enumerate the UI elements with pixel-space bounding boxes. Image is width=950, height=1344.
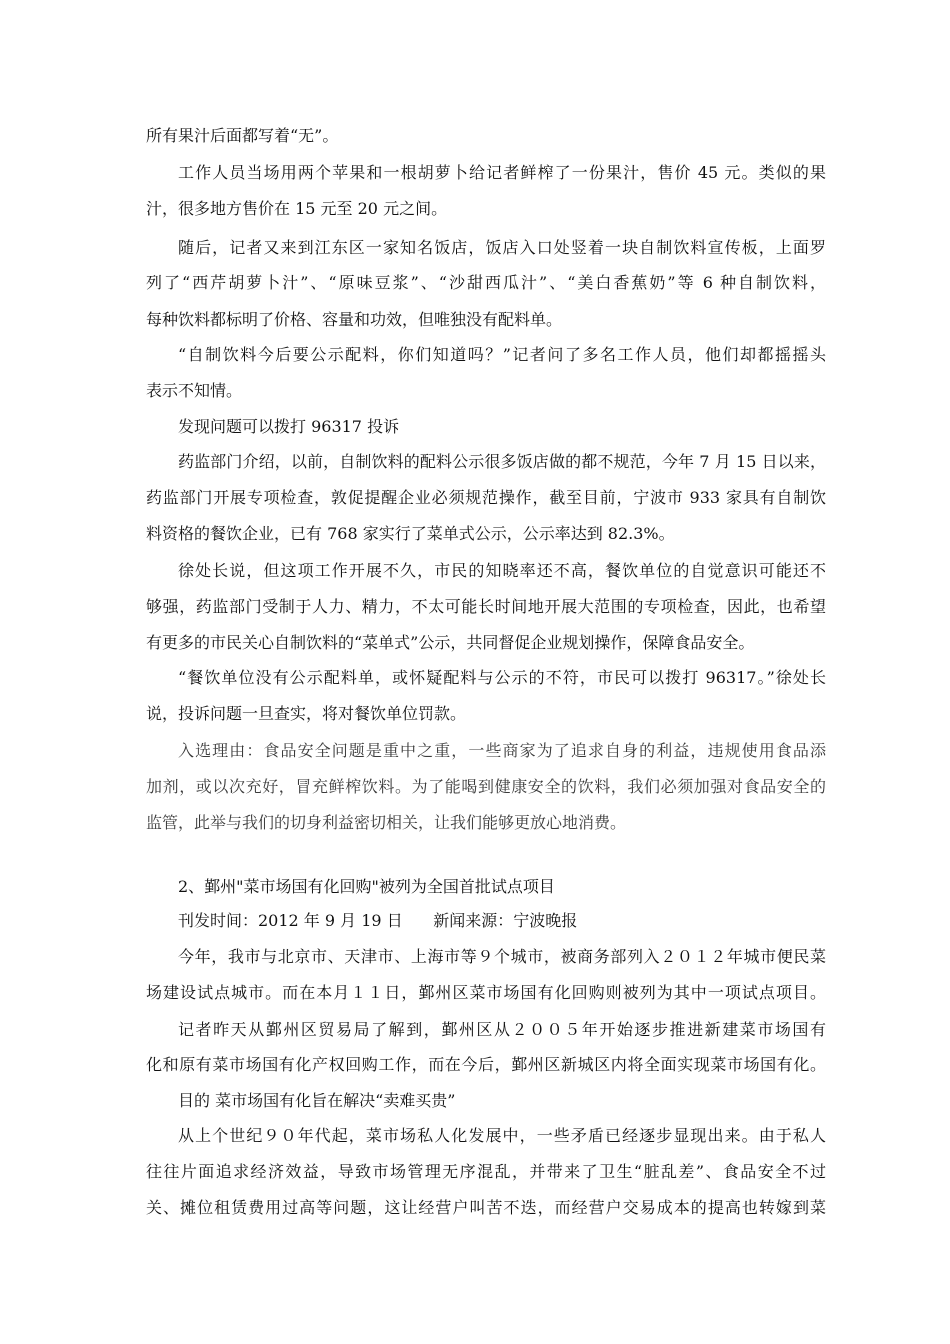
text-line: 汁，很多地方售价在 15 元至 20 元之间。 xyxy=(146,199,448,218)
text-line: “自制饮料今后要公示配料，你们知道吗？”记者问了多名工作人员，他们却都摇摇头 xyxy=(178,345,826,364)
text-line: 记者昨天从鄞州区贸易局了解到，鄞州区从２００５年开始逐步推进新建菜市场国有 xyxy=(178,1020,826,1039)
text-line: 料资格的餐饮企业，已有 768 家实行了菜单式公示，公示率达到 82.3%。 xyxy=(146,524,675,543)
article-title: 2、鄞州"菜市场国有化回购"被列为全国首批试点项目 xyxy=(178,877,555,896)
text-line: 有更多的市民关心自制饮料的“菜单式”公示，共同督促企业规划操作，保障食品安全。 xyxy=(146,633,755,652)
text-line: 徐处长说，但这项工作开展不久，市民的知晓率还不高，餐饮单位的自觉意识可能还不 xyxy=(178,561,826,580)
text-line: 随后，记者又来到江东区一家知名饭店，饭店入口处竖着一块自制饮料宣传板，上面罗 xyxy=(178,238,826,257)
text-line: 药监部门介绍，以前，自制饮料的配料公示很多饭店做的都不规范，今年 7 月 15 日以来， xyxy=(178,452,826,471)
text-line: 每种饮料都标明了价格、容量和功效，但唯独没有配料单。 xyxy=(146,310,563,329)
article-meta: 刊发时间：2012 年 9 月 19 日 新闻来源：宁波晚报 xyxy=(178,911,578,930)
text-line: 表示不知情。 xyxy=(146,381,243,400)
text-line: 入选理由：食品安全问题是重中之重，一些商家为了追求自身的利益，违规使用食品添 xyxy=(178,741,826,760)
text-line: 从上个世纪９０年代起，菜市场私人化发展中，一些矛盾已经逐步显现出来。由于私人 xyxy=(178,1126,826,1145)
text-line: 关、摊位租赁费用过高等问题，这让经营户叫苦不迭，而经营户交易成本的提高也转嫁到菜 xyxy=(146,1198,826,1217)
text-line: 工作人员当场用两个苹果和一根胡萝卜给记者鲜榨了一份果汁，售价 45 元。类似的果 xyxy=(178,163,826,182)
text-line: 场建设试点城市。而在本月１１日，鄞州区菜市场国有化回购则被列为其中一项试点项目。 xyxy=(146,983,826,1002)
text-line: 监管，此举与我们的切身利益密切相关，让我们能够更放心地消费。 xyxy=(146,813,627,832)
text-line: 够强，药监部门受制于人力、精力，不太可能长时间地开展大范围的专项检查，因此，也希望 xyxy=(146,597,826,616)
text-line: “餐饮单位没有公示配料单，或怀疑配料与公示的不符，市民可以拨打 96317。”徐处长 xyxy=(178,668,826,687)
text-line: 药监部门开展专项检查，敦促提醒企业必须规范操作，截至目前，宁波市 933 家具有自制饮 xyxy=(146,488,826,507)
section-heading: 发现问题可以拨打 96317 投诉 xyxy=(178,417,400,436)
text-line: 说，投诉问题一旦查实，将对餐饮单位罚款。 xyxy=(146,704,467,723)
text-line: 列了“西芹胡萝卜汁”、“原味豆浆”、“沙甜西瓜汁”、“美白香蕉奶”等 6 种自制饮料， xyxy=(146,273,826,292)
text-line: 今年，我市与北京市、天津市、上海市等９个城市，被商务部列入２０１２年城市便民菜 xyxy=(178,947,826,966)
section-heading: 目的 菜市场国有化旨在解决“卖难买贵” xyxy=(178,1091,456,1110)
text-line: 化和原有菜市场国有化产权回购工作，而在今后，鄞州区新城区内将全面实现菜市场国有化。 xyxy=(146,1055,826,1074)
text-line: 加剂，或以次充好，冒充鲜榨饮料。为了能喝到健康安全的饮料，我们必须加强对食品安全的 xyxy=(146,777,826,796)
text-line: 所有果汁后面都写着“无”。 xyxy=(146,126,339,145)
text-line: 往往片面追求经济效益，导致市场管理无序混乱，并带来了卫生“脏乱差”、食品安全不过 xyxy=(146,1162,826,1181)
